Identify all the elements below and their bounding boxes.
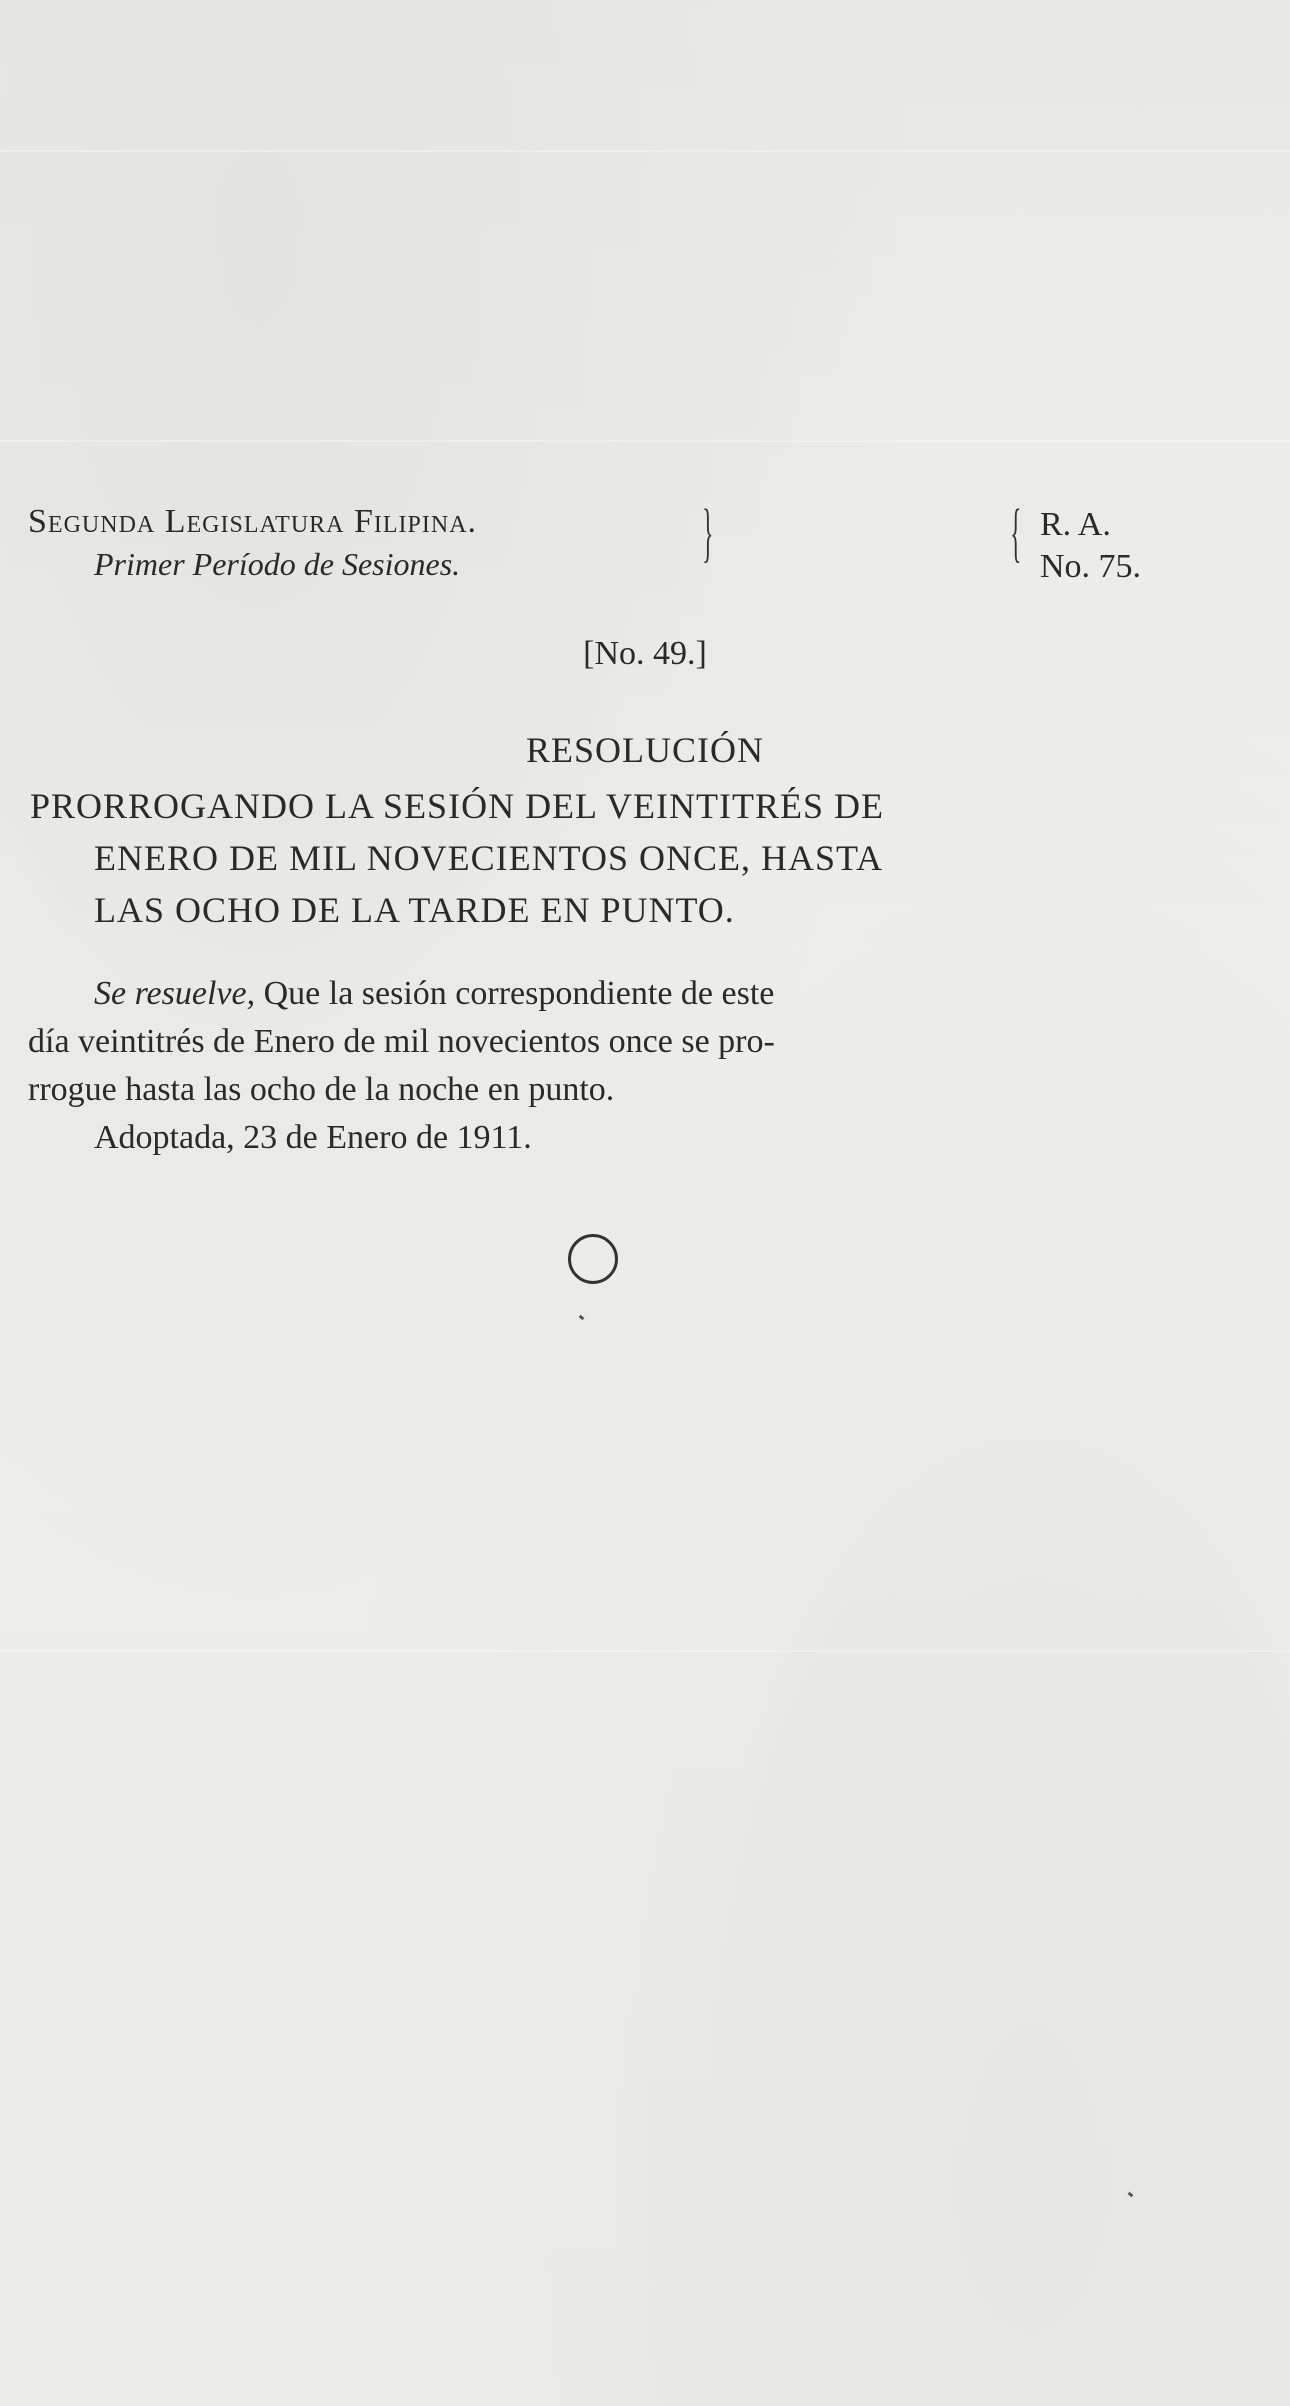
print-speck — [1128, 2192, 1134, 2198]
left-brace: } — [702, 496, 714, 569]
ra-label: R. A. — [1040, 506, 1111, 543]
fold-line — [0, 150, 1290, 152]
document-number: [No. 49.] — [583, 635, 707, 672]
right-brace: { — [1010, 496, 1022, 569]
legislature-name: Segunda Legislatura Filipina. — [28, 503, 478, 540]
resolution-title: RESOLUCIÓN — [525, 730, 764, 770]
session-period: Primer Período de Sesiones. — [94, 546, 461, 582]
resolve-clause: Se resuelve, — [94, 975, 256, 1012]
body-line: día veintitrés de Enero de mil novecientos once se pro- — [28, 1023, 775, 1060]
fold-line — [0, 440, 1290, 442]
subtitle-line: PRORROGANDO LA SESIÓN DEL VEINTITRÉS DE — [30, 786, 885, 826]
legislature-header — [28, 496, 728, 584]
resolution-reference — [1040, 504, 1141, 588]
resolution-body — [28, 970, 1178, 1162]
subtitle-line: LAS OCHO DE LA TARDE EN PUNTO. — [94, 890, 735, 930]
ra-number: No. 75. — [1040, 548, 1142, 585]
subtitle-line: ENERO DE MIL NOVECIENTOS ONCE, HASTA — [94, 838, 884, 878]
print-speck — [579, 1315, 585, 1321]
adoption-date: Adoptada, 23 de Enero de 1911. — [94, 1119, 532, 1156]
body-text-segment: Que la sesión correspondiente de este — [255, 975, 775, 1012]
fold-line — [0, 1650, 1290, 1652]
body-line — [28, 970, 1178, 1018]
resolution-subtitle — [30, 780, 1180, 936]
end-circle-mark — [568, 1234, 618, 1284]
body-line: rrogue hasta las ocho de la noche en punto. — [28, 1071, 615, 1108]
